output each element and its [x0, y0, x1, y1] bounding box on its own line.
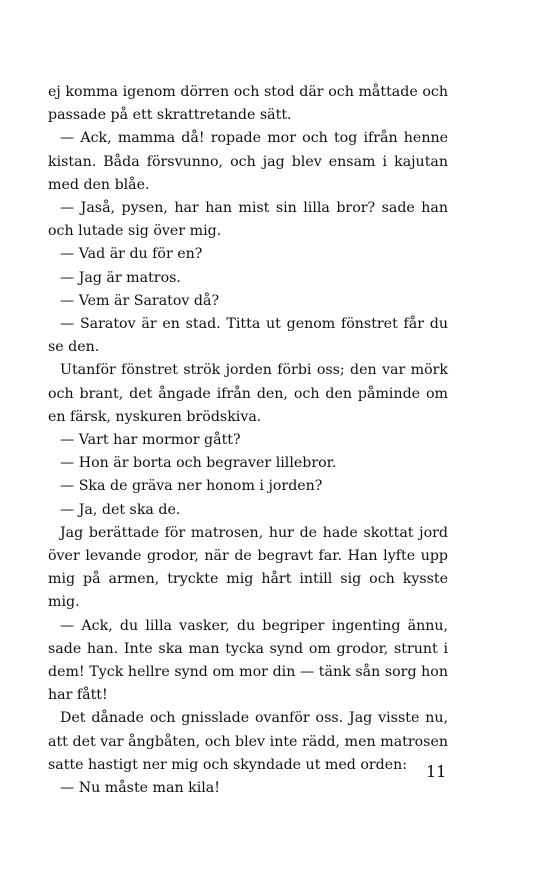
paragraph: Jag berättade för matrosen, hur de hade skottat jord över levande grodor, när de begravt far. Han lyfte upp mig på armen, tryckte mig hårt intill sig och kysste mig. — [48, 524, 448, 611]
paragraph: — Nu måste man kila! — [60, 780, 220, 797]
paragraph: — Hon är borta och begraver lillebror. — [60, 455, 337, 472]
paragraph: Det dånade och gnisslade ovanför oss. Jag visste nu, att det var ångbåten, och blev inte rädd, men matrosen satte hastigt ner mig och skyndade ut med orden: — [48, 710, 448, 773]
paragraph: ej komma igenom dörren och stod där och måttade och passade på ett skrattretande sätt. — [48, 84, 448, 124]
paragraph: — Ack, mamma då! ropade mor och tog ifrån henne kistan. Båda försvunno, och jag blev ensam i kajutan med den blåe. — [48, 130, 448, 193]
paragraph: — Ja, det ska de. — [60, 501, 181, 518]
paragraph: — Jaså, pysen, har han mist sin lilla bror? sade han och lutade sig över mig. — [48, 200, 448, 240]
body-text — [48, 81, 448, 800]
paragraph: — Vad är du för en? — [60, 246, 203, 263]
paragraph: — Vem är Saratov då? — [60, 292, 220, 309]
page-number: 11 — [426, 762, 447, 781]
paragraph: — Vart har mormor gått? — [60, 432, 241, 449]
paragraph: — Ska de gräva ner honom i jorden? — [60, 478, 323, 495]
paragraph: — Ack, du lilla vasker, du begriper ingenting ännu, sade han. Inte ska man tycka synd om grodor, strunt i dem! Tyck hellre synd om mor din — tänk sån sorg hon har fått! — [48, 617, 448, 704]
paragraph: Utanför fönstret strök jorden förbi oss; den var mörk och brant, det ångade ifrån den, och den påminde om en färsk, nyskuren brödskiva. — [48, 362, 448, 425]
paragraph: — Saratov är en stad. Titta ut genom fönstret får du se den. — [48, 316, 448, 356]
paragraph: — Jag är matros. — [60, 269, 181, 286]
